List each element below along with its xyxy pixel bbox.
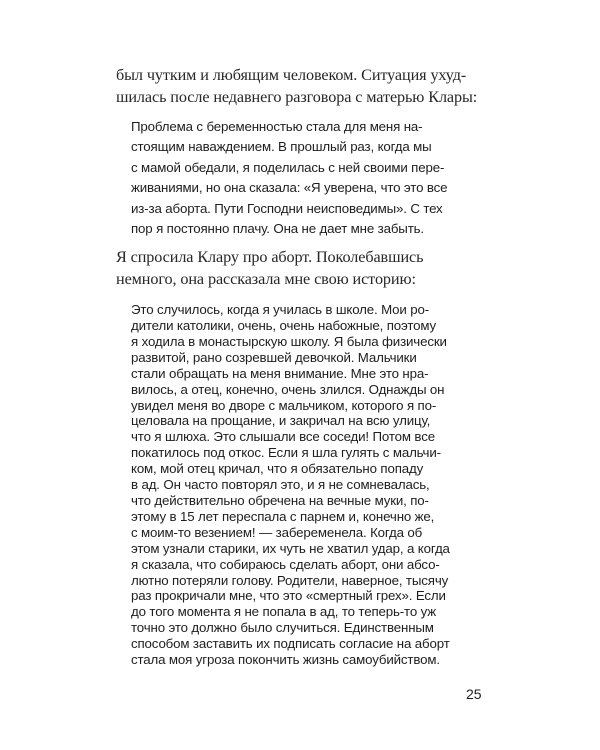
quote-line: Проблема с беременностью стала для меня на-: [131, 119, 423, 134]
text-line: немного, она рассказала мне свою историю:: [116, 270, 416, 288]
quote-line: ком, мой отец кричал, что я обязательно попаду: [131, 461, 424, 477]
quote-line: дители католики, очень, очень набожные, поэтому: [131, 317, 437, 333]
quote-line: увидел меня во дворе с мальчиком, которого я по-: [131, 397, 437, 413]
page-number: 25: [466, 686, 482, 702]
quote-line: я ходила в монастырскую школу. Я была физически: [131, 333, 447, 349]
text-line: шилась после недавнего разговора с матерью Клары:: [116, 88, 478, 106]
quote-line: раз прокричали мне, что это «смертный грех». Если: [131, 588, 446, 604]
quote-line: развитой, рано созревшей девочкой. Мальчики: [131, 349, 417, 365]
quote-line: что я шлюха. Это слышали все соседи! Потом все: [131, 429, 435, 445]
quote-line: лютно потеряли голову. Родители, наверное, тысячу: [131, 572, 449, 588]
quote-line: из-за аборта. Пути Господни неисповедимы». С тех: [131, 201, 443, 216]
quote-line: что действительно обречена на вечные муки, по-: [131, 492, 429, 508]
quote-line: стала моя угроза покончить жизнь самоубийством.: [131, 652, 440, 667]
quote-line: в ад. Он часто повторял это, и я не сомневалась,: [131, 477, 430, 492]
quote-line: этому в 15 лет переспала с парнем и, конечно же,: [131, 508, 435, 524]
quote-line: с мамой обедали, я поделилась с ней своими пере-: [131, 160, 445, 175]
quote-line: точно это должно было случиться. Единственным: [131, 620, 434, 636]
quote-line: Это случилось, когда я училась в школе. Мои ро-: [131, 302, 429, 317]
text-line: был чутким и любящим человеком. Ситуация ухуд-: [116, 66, 467, 84]
quote-line: покатилось под откос. Если я шла гулять с мальчи-: [131, 445, 441, 461]
quote-line: вилось, а отец, конечно, очень злился. Однажды он: [131, 381, 445, 397]
quote-line: этом узнали старики, их чуть не хватил удар, а когда: [131, 540, 450, 556]
quote-line: способом заставить их подписать согласие на аборт: [131, 636, 450, 652]
quote-line: с моим-то везением! — забеременела. Когда об: [131, 524, 423, 540]
quote-line: стали обращать на меня внимание. Мне это нра-: [131, 365, 429, 381]
quote-line: целовала на прощание, и закричал на всю улицу,: [131, 413, 431, 429]
quote-line: пор я постоянно плачу. Она не дает мне забыть.: [131, 221, 424, 236]
text-line: Я спросила Клару про аборт. Поколебавшись: [116, 248, 424, 266]
quote-line: живаниями, но она сказала: «Я уверена, что это все: [131, 180, 448, 195]
quote-line: я сказала, что собираюсь сделать аборт, они абсо-: [131, 556, 440, 572]
quote-line: до того момента я не попала в ад, то теперь-то уж: [131, 604, 437, 620]
quote-line: стоящим наваждением. В прошлый раз, когда мы: [131, 139, 432, 154]
